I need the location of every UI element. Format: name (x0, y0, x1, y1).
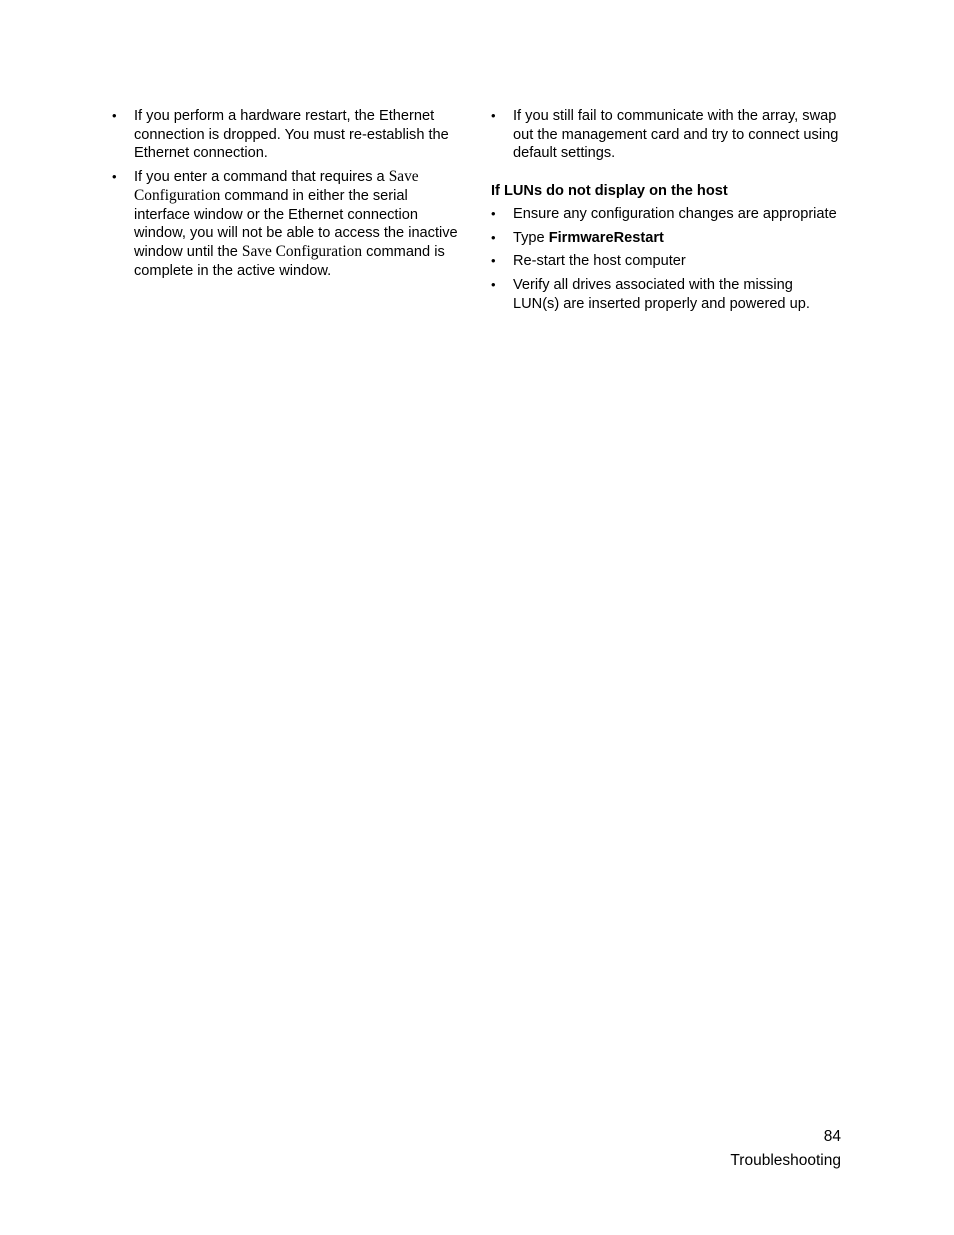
left-column (112, 107, 462, 285)
right-column (491, 107, 841, 318)
list-item (491, 107, 841, 163)
left-bullet-list (112, 107, 462, 280)
item-text: Re-start the host computer (513, 253, 686, 270)
item-text: Ensure any configuration changes are appropriate (513, 205, 837, 222)
bullet-icon: • (491, 205, 496, 221)
list-item (112, 168, 462, 280)
list-item (112, 107, 462, 163)
right-top-bullet-list (491, 107, 841, 163)
item-text-part: command in either the serial interface window or the Ethernet connection window, you will not be able to access the inactive window until the (134, 187, 458, 260)
item-text-part: command is complete in the active window. (134, 243, 445, 279)
bullet-icon: • (491, 253, 496, 269)
item-text: Verify all drives associated with the missing LUN(s) are inserted properly and powered up. (513, 276, 810, 312)
item-text: If you perform a hardware restart, the Ethernet connection is dropped. You must re-establish the Ethernet connection. (134, 108, 449, 162)
command-name: Save Configuration (241, 242, 363, 260)
bullet-icon: • (112, 169, 117, 185)
list-item (491, 229, 841, 248)
bullet-icon: • (491, 276, 496, 292)
bullet-icon: • (491, 229, 496, 245)
footer-section-name: Troubleshooting (730, 1152, 841, 1169)
item-text: If you still fail to communicate with the array, swap out the management card and try to connect using default settings. (513, 108, 839, 162)
list-item (491, 205, 841, 224)
page-footer (730, 1125, 841, 1173)
page-number: 84 (823, 1128, 841, 1145)
item-text-part: If you enter a command that requires a (134, 169, 389, 186)
luns-bullet-list (491, 205, 841, 314)
bullet-icon: • (112, 108, 117, 123)
command-name: FirmwareRestart (548, 229, 664, 246)
item-text-prefix: Type (513, 229, 549, 246)
command-name: Save Configuration (134, 168, 419, 204)
list-item (491, 252, 841, 271)
bullet-icon: • (491, 108, 496, 123)
section-heading: If LUNs do not display on the host (491, 183, 728, 200)
list-item (491, 276, 841, 313)
